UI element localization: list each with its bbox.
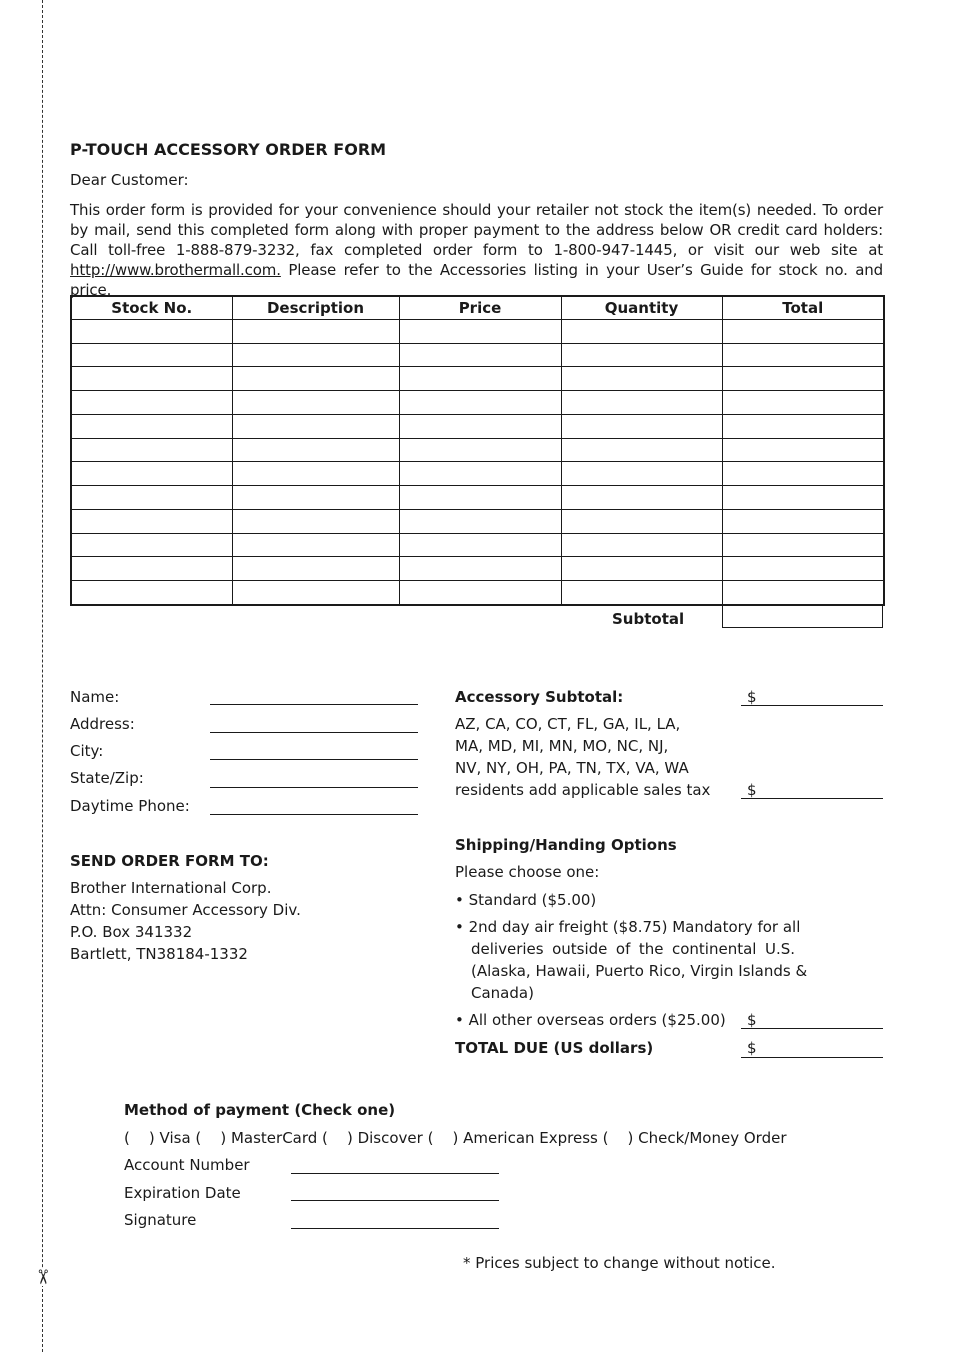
table-row (71, 438, 884, 462)
table-cell[interactable] (71, 462, 232, 486)
table-row (71, 509, 884, 533)
table-cell[interactable] (232, 391, 399, 415)
shipping-option-2nd-day-line-2: deliveries outside of the continental U.S. (471, 940, 795, 958)
table-row (71, 486, 884, 510)
tax-states-line-1: AZ, CA, CO, CT, FL, GA, IL, LA, (455, 715, 681, 733)
expiration-date-field[interactable] (291, 1200, 499, 1201)
expiration-date-label: Expiration Date (124, 1184, 241, 1202)
send-to-line-1: Brother International Corp. (70, 879, 272, 897)
table-cell[interactable] (399, 557, 561, 581)
scissors-icon: ✂ (27, 1268, 57, 1286)
header-description: Description (232, 296, 399, 320)
table-row (71, 462, 884, 486)
signature-label: Signature (124, 1211, 197, 1229)
table-cell[interactable] (561, 557, 722, 581)
table-cell[interactable] (561, 343, 722, 367)
table-row (71, 533, 884, 557)
signature-field[interactable] (291, 1228, 499, 1229)
table-cell[interactable] (722, 438, 884, 462)
city-field[interactable] (210, 759, 418, 760)
tax-states-line-3: NV, NY, OH, PA, TN, TX, VA, WA (455, 759, 689, 777)
table-cell[interactable] (561, 486, 722, 510)
table-cell[interactable] (232, 320, 399, 344)
sales-tax-field[interactable] (741, 798, 883, 799)
table-cell[interactable] (399, 533, 561, 557)
table-cell[interactable] (399, 414, 561, 438)
table-cell[interactable] (71, 533, 232, 557)
table-cell[interactable] (399, 462, 561, 486)
table-row (71, 391, 884, 415)
table-row (71, 581, 884, 605)
accessory-subtotal-field[interactable] (741, 705, 883, 706)
total-due-label: TOTAL DUE (US dollars) (455, 1039, 654, 1057)
table-cell[interactable] (561, 367, 722, 391)
table-cell[interactable] (561, 533, 722, 557)
table-cell[interactable] (71, 343, 232, 367)
table-cell[interactable] (71, 557, 232, 581)
send-to-line-2: Attn: Consumer Accessory Div. (70, 901, 301, 919)
table-cell[interactable] (71, 391, 232, 415)
currency-sign: $ (747, 781, 757, 799)
table-cell[interactable] (399, 367, 561, 391)
table-header-row (71, 296, 884, 320)
address-label: Address: (70, 715, 135, 733)
table-cell[interactable] (399, 320, 561, 344)
table-cell[interactable] (722, 391, 884, 415)
table-cell[interactable] (232, 414, 399, 438)
table-cell[interactable] (71, 414, 232, 438)
table-cell[interactable] (232, 509, 399, 533)
table-cell[interactable] (232, 581, 399, 605)
table-cell[interactable] (722, 462, 884, 486)
table-cell[interactable] (232, 367, 399, 391)
table-cell[interactable] (399, 486, 561, 510)
phone-field[interactable] (210, 814, 418, 815)
header-total: Total (722, 296, 884, 320)
table-cell[interactable] (71, 509, 232, 533)
currency-sign: $ (747, 1011, 757, 1029)
tax-note: residents add applicable sales tax (455, 781, 711, 799)
statezip-field[interactable] (210, 787, 418, 788)
table-cell[interactable] (399, 581, 561, 605)
total-due-field[interactable] (741, 1057, 883, 1058)
table-cell[interactable] (561, 462, 722, 486)
choose-one-text: Please choose one: (455, 863, 600, 881)
payment-heading: Method of payment (Check one) (124, 1101, 396, 1119)
table-cell[interactable] (561, 391, 722, 415)
table-cell[interactable] (232, 462, 399, 486)
table-cell[interactable] (722, 509, 884, 533)
table-cell[interactable] (399, 509, 561, 533)
greeting: Dear Customer: (70, 171, 189, 189)
price-footnote: * Prices subject to change without notice. (463, 1254, 776, 1272)
statezip-label: State/Zip: (70, 769, 144, 787)
table-cell[interactable] (722, 414, 884, 438)
header-stock-no: Stock No. (71, 296, 232, 320)
send-to-line-3: P.O. Box 341332 (70, 923, 193, 941)
table-cell[interactable] (561, 438, 722, 462)
phone-label: Daytime Phone: (70, 797, 190, 815)
table-cell[interactable] (399, 391, 561, 415)
accessory-subtotal-label: Accessory Subtotal: (455, 688, 624, 706)
table-cell[interactable] (232, 438, 399, 462)
payment-options[interactable]: ( ) Visa ( ) MasterCard ( ) Discover ( ) American Express ( ) Check/Money Order (124, 1129, 787, 1147)
table-cell[interactable] (722, 486, 884, 510)
header-price: Price (399, 296, 561, 320)
account-number-label: Account Number (124, 1156, 250, 1174)
send-to-heading: SEND ORDER FORM TO: (70, 852, 269, 870)
intro-paragraph: This order form is provided for your convenience should your retailer not stock the item(s) needed. To order by mail, send this completed form along with proper payment to the address below OR credit card holders: Call toll-free 1-888-879-3232, fax completed order form to 1-800-947-1445, or visit our web site at http://www.brothermall.com. Please refer to the Accessories listing in your User’s Guide for stock no. and price. (70, 201, 883, 299)
subtotal-label: Subtotal (612, 610, 685, 628)
table-cell[interactable] (722, 343, 884, 367)
brothermall-link[interactable]: http://www.brothermall.com. (70, 261, 281, 279)
table-cell[interactable] (232, 557, 399, 581)
table-cell[interactable] (722, 367, 884, 391)
subtotal-field[interactable] (722, 605, 883, 628)
table-row (71, 343, 884, 367)
table-cell[interactable] (232, 533, 399, 557)
shipping-option-2nd-day[interactable]: • 2nd day air freight ($8.75) Mandatory for all (455, 918, 801, 936)
table-row (71, 414, 884, 438)
header-quantity: Quantity (561, 296, 722, 320)
table-cell[interactable] (71, 320, 232, 344)
table-cell[interactable] (561, 414, 722, 438)
address-field[interactable] (210, 732, 418, 733)
table-cell[interactable] (561, 581, 722, 605)
order-table-body (71, 320, 884, 606)
shipping-option-2nd-day-line-4: Canada) (471, 984, 534, 1002)
order-table (70, 295, 885, 606)
table-cell[interactable] (71, 438, 232, 462)
account-number-field[interactable] (291, 1173, 499, 1174)
currency-sign: $ (747, 1039, 757, 1057)
table-cell[interactable] (71, 486, 232, 510)
send-to-line-4: Bartlett, TN38184-1332 (70, 945, 248, 963)
table-cell[interactable] (722, 533, 884, 557)
table-cell[interactable] (399, 438, 561, 462)
name-field[interactable] (210, 704, 418, 705)
table-row (71, 557, 884, 581)
shipping-option-standard[interactable]: • Standard ($5.00) (455, 891, 597, 909)
table-cell[interactable] (561, 509, 722, 533)
table-row (71, 367, 884, 391)
table-cell[interactable] (722, 581, 884, 605)
shipping-option-overseas[interactable]: • All other overseas orders ($25.00) (455, 1011, 726, 1029)
table-cell[interactable] (232, 343, 399, 367)
table-cell[interactable] (71, 581, 232, 605)
table-cell[interactable] (722, 557, 884, 581)
name-label: Name: (70, 688, 120, 706)
shipping-amount-field[interactable] (741, 1028, 883, 1029)
form-title: P-TOUCH ACCESSORY ORDER FORM (70, 140, 387, 159)
table-cell[interactable] (722, 320, 884, 344)
cut-line (42, 0, 43, 1352)
city-label: City: (70, 742, 104, 760)
shipping-heading: Shipping/Handing Options (455, 836, 677, 854)
shipping-option-2nd-day-line-3: (Alaska, Hawaii, Puerto Rico, Virgin Islands & (471, 962, 808, 980)
table-cell[interactable] (561, 320, 722, 344)
table-cell[interactable] (71, 367, 232, 391)
tax-states-line-2: MA, MD, MI, MN, MO, NC, NJ, (455, 737, 669, 755)
table-row (71, 320, 884, 344)
table-cell[interactable] (232, 486, 399, 510)
currency-sign: $ (747, 688, 757, 706)
table-cell[interactable] (399, 343, 561, 367)
